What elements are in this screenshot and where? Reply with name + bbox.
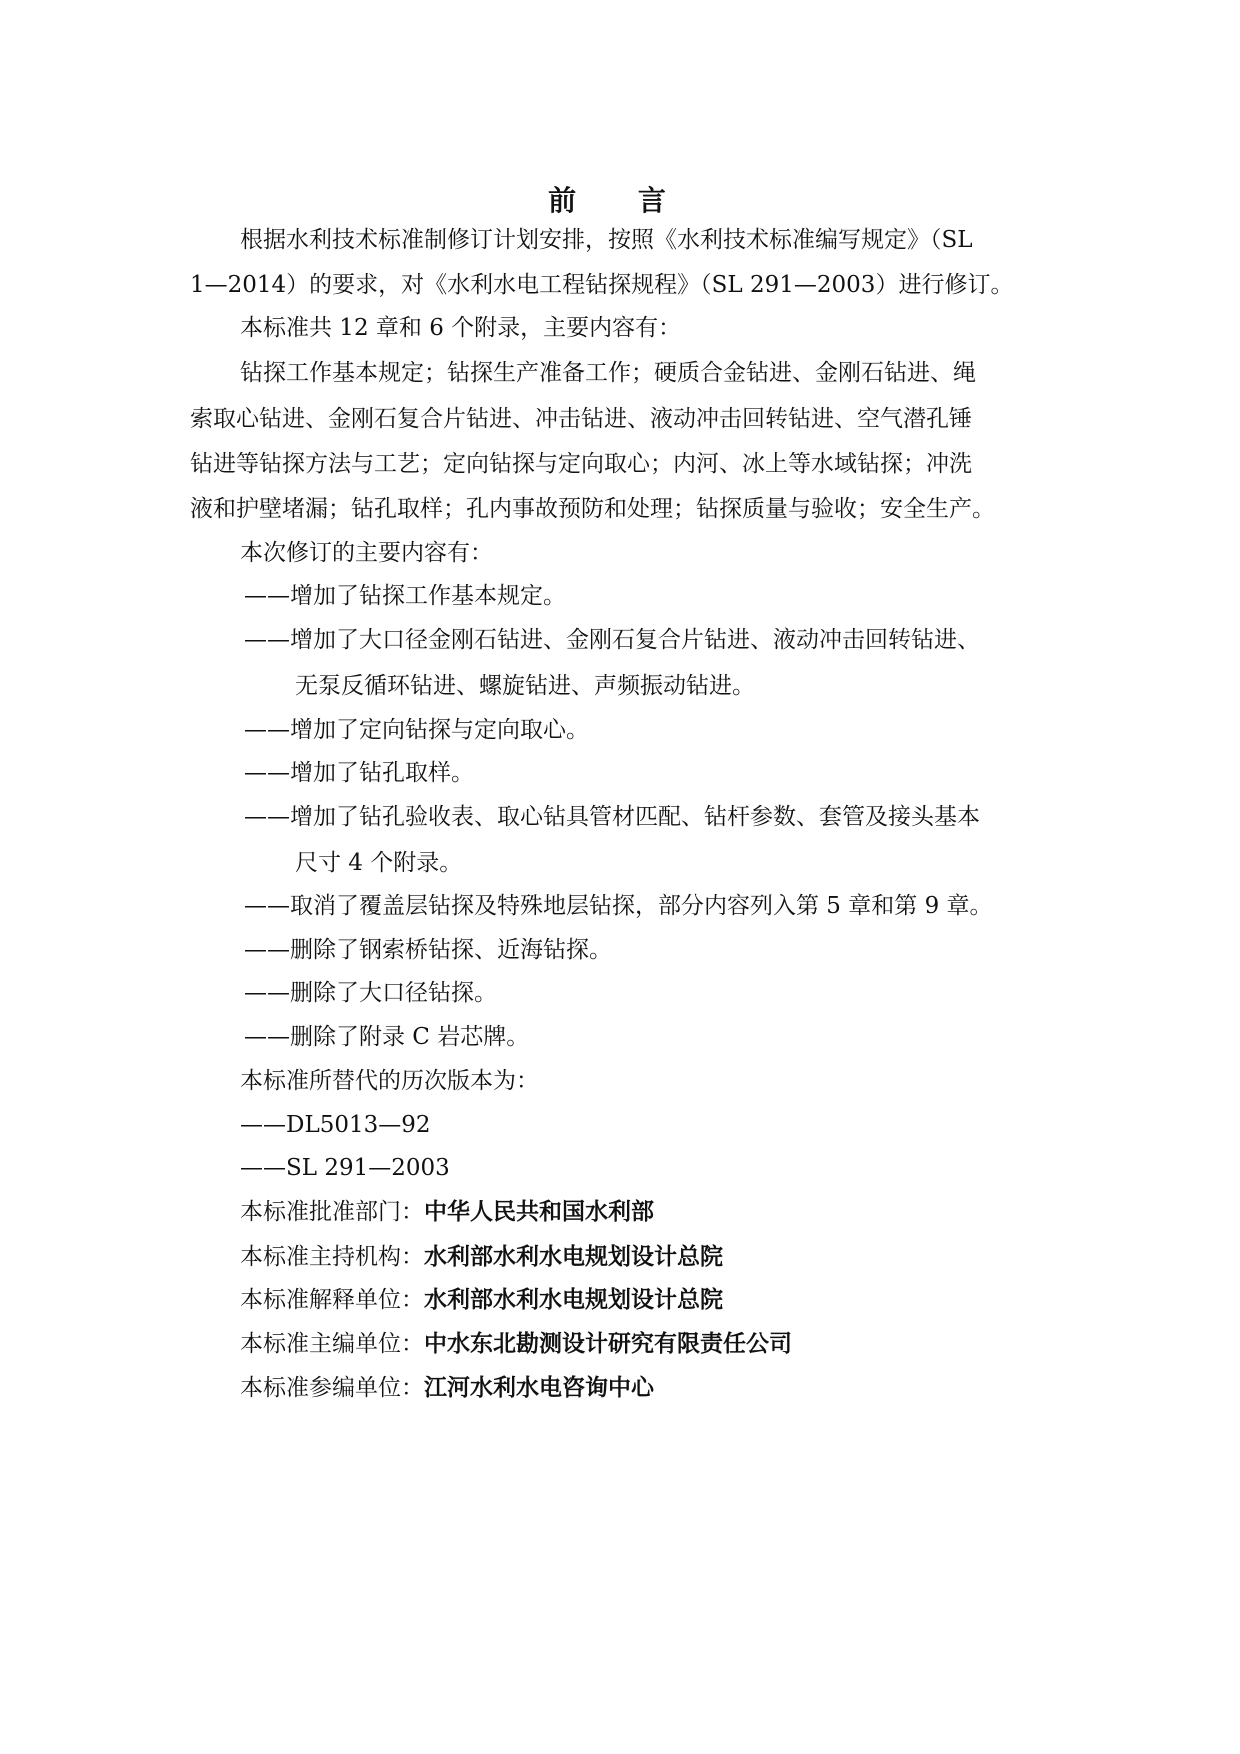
revision-item: ——删除了钢索桥钻探、近海钻探。 (244, 937, 612, 963)
revision-intro: 本次修订的主要内容有： (240, 540, 493, 566)
host-label: 本标准主持机构： (240, 1244, 424, 1270)
approver-value: 中华人民共和国水利部 (424, 1199, 654, 1225)
history-item: ——DL5013—92 (240, 1112, 431, 1138)
para3-line1: 钻探工作基本规定；钻探生产准备工作；硬质合金钻进、金刚石钻进、绳 (240, 360, 976, 386)
interpreter-label: 本标准解释单位： (240, 1287, 424, 1313)
coeditor-label: 本标准参编单位： (240, 1375, 424, 1401)
revision-item: ——取消了覆盖层钻探及特殊地层钻探，部分内容列入第 5 章和第 9 章。 (244, 893, 993, 919)
para1-line1: 根据水利技术标准制修订计划安排，按照《水利技术标准编写规定》（SL (240, 227, 973, 253)
revision-item: ——增加了定向钻探与定向取心。 (244, 717, 589, 743)
editor-row (240, 1329, 1100, 1359)
history-item: ——SL 291—2003 (240, 1155, 450, 1181)
interpreter-row (240, 1285, 1100, 1315)
para3-line4: 液和护壁堵漏；钻孔取样；孔内事故预防和处理；钻探质量与验收；安全生产。 (190, 496, 995, 522)
history-intro: 本标准所替代的历次版本为： (240, 1068, 539, 1094)
revision-item: ——增加了大口径金刚石钻进、金刚石复合片钻进、液动冲击回转钻进、 (244, 627, 980, 653)
host-row (240, 1242, 1100, 1272)
editor-label: 本标准主编单位： (240, 1331, 424, 1357)
approver-label: 本标准批准部门： (240, 1199, 424, 1225)
revision-item: ——删除了附录 C 岩芯牌。 (244, 1024, 530, 1050)
approver-row (240, 1197, 1100, 1227)
editor-value: 中水东北勘测设计研究有限责任公司 (424, 1331, 792, 1357)
revision-item: ——增加了钻探工作基本规定。 (244, 583, 566, 609)
interpreter-value: 水利部水利水电规划设计总院 (424, 1287, 723, 1313)
revision-item-continued: 无泵反循环钻进、螺旋钻进、声频振动钻进。 (295, 673, 755, 699)
coeditor-value: 江河水利水电咨询中心 (424, 1375, 654, 1401)
para2: 本标准共 12 章和 6 个附录，主要内容有： (240, 315, 682, 341)
revision-item-continued: 尺寸 4 个附录。 (295, 850, 463, 876)
host-value: 水利部水利水电规划设计总院 (424, 1244, 723, 1270)
para1-line2: 1—2014）的要求，对《水利水电工程钻探规程》（SL 291—2003）进行修订。 (190, 272, 1014, 298)
revision-item: ——增加了钻孔验收表、取心钻具管材匹配、钻杆参数、套管及接头基本 (244, 804, 980, 830)
para3-line3: 钻进等钻探方法与工艺；定向钻探与定向取心；内河、冰上等水域钻探；冲洗 (190, 451, 972, 477)
para3-line2: 索取心钻进、金刚石复合片钻进、冲击钻进、液动冲击回转钻进、空气潜孔锤 (190, 406, 972, 432)
revision-item: ——删除了大口径钻探。 (244, 980, 497, 1006)
coeditor-row (240, 1373, 1100, 1403)
revision-item: ——增加了钻孔取样。 (244, 760, 474, 786)
page-title: 前 言 (548, 184, 692, 217)
